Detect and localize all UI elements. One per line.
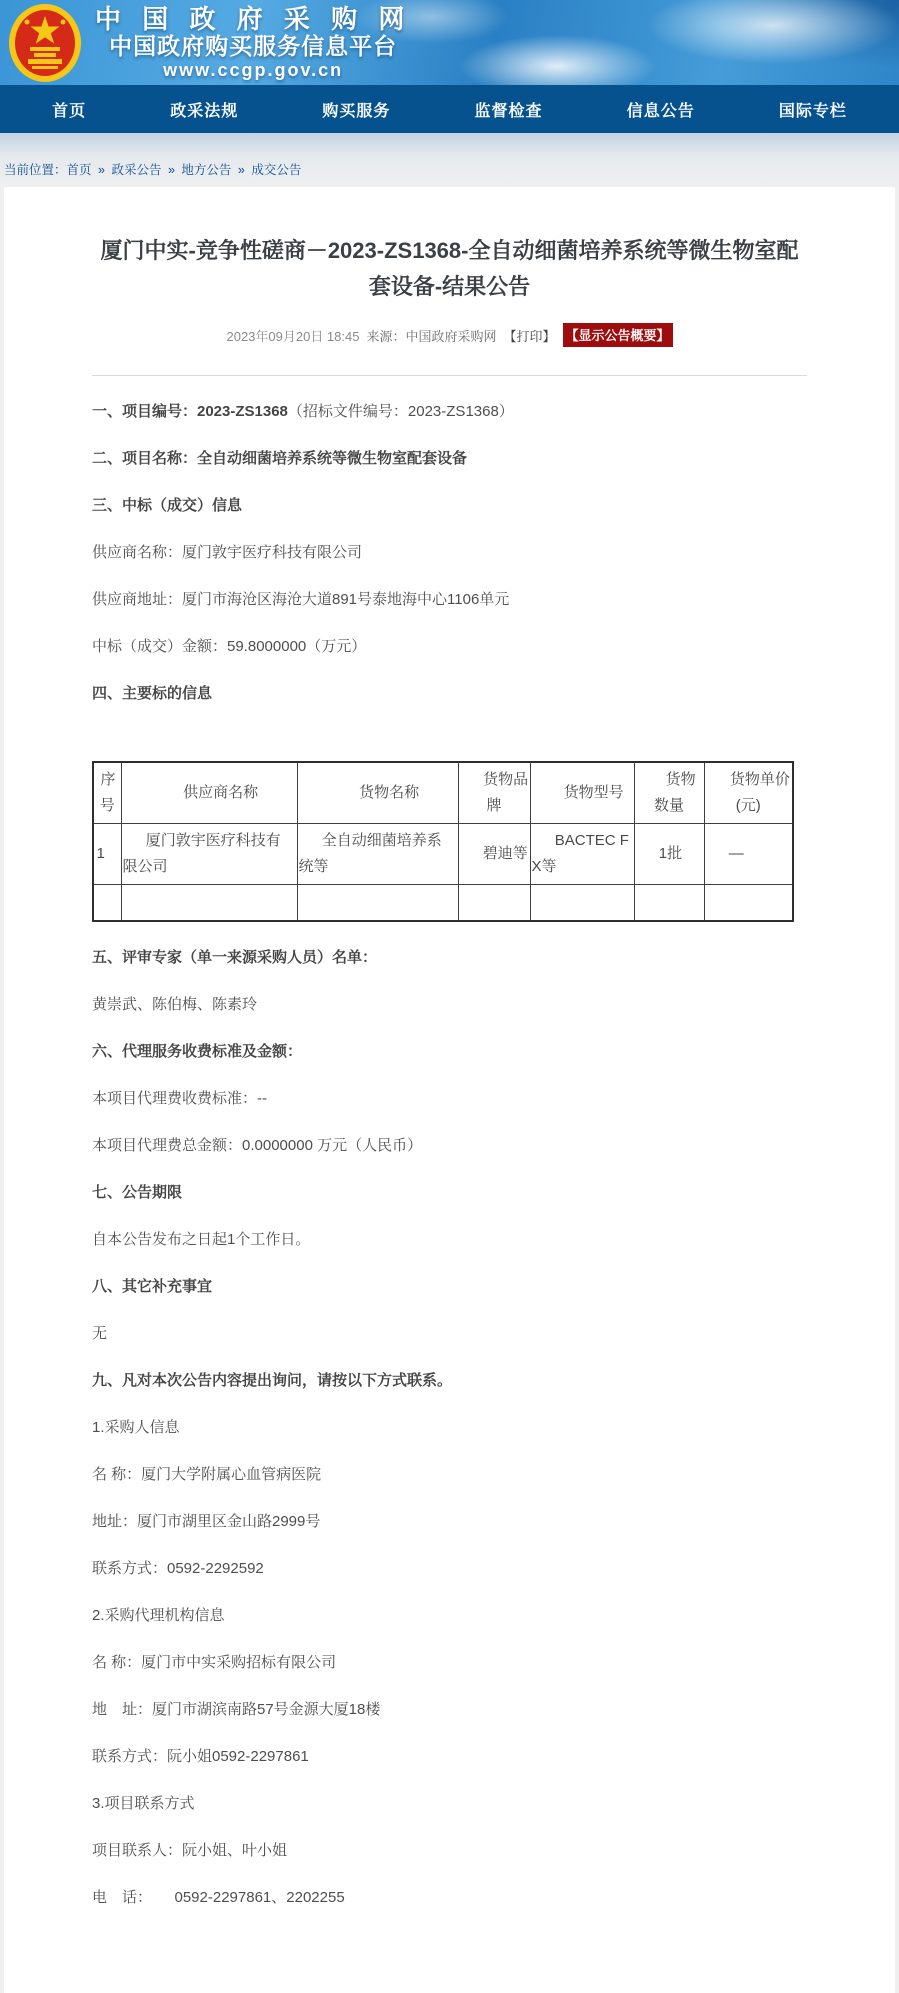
- cell-goods-unit-price: —: [704, 824, 793, 885]
- nav-item-international[interactable]: 国际专栏: [778, 102, 847, 120]
- para-experts-names: 黄崇武、陈伯梅、陈素玲: [92, 995, 258, 1013]
- site-header: [0, 0, 899, 85]
- nav-item-announcements[interactable]: 信息公告: [626, 102, 695, 120]
- breadcrumb-local-announcements[interactable]: 地方公告: [181, 163, 232, 177]
- col-serial: 序号: [93, 762, 121, 824]
- cell-serial: 1: [93, 824, 121, 885]
- breadcrumb-separator: »: [98, 163, 105, 177]
- nav-item-policy[interactable]: 政采法规: [170, 102, 239, 120]
- col-goods-name: 货物名称: [297, 762, 458, 824]
- para-period-text: 自本公告发布之日起1个工作日。: [92, 1230, 311, 1248]
- nav-item-home[interactable]: 首页: [52, 102, 87, 120]
- main-nav: [0, 85, 899, 133]
- divider: [92, 375, 807, 376]
- para-project-name: 二、项目名称：全自动细菌培养系统等微生物室配套设备: [92, 450, 468, 467]
- announcement-card: [4, 187, 895, 1993]
- breadcrumb: [4, 160, 301, 178]
- table-row: [93, 824, 793, 885]
- para-purchaser-info: 1.采购人信息: [92, 1418, 180, 1436]
- cell-supplier: 厦门敦宇医疗科技有限公司: [121, 824, 297, 885]
- article-meta: [92, 323, 807, 347]
- para-agency-fee-heading: 六、代理服务收费标准及金额：: [92, 1042, 303, 1060]
- para-supplier-address: 供应商地址：厦门市海沧区海沧大道891号泰地海中心1106单元: [92, 591, 510, 608]
- para-purchaser-name: 名 称：厦门大学附属心血管病医院: [92, 1465, 322, 1483]
- article-source: 来源：中国政府采购网: [366, 328, 497, 344]
- para-main-items-heading: 四、主要标的信息: [92, 685, 213, 702]
- cell-goods-qty: 1批: [634, 824, 704, 885]
- para-project-contact-person: 项目联系人：阮小姐、叶小姐: [92, 1841, 288, 1859]
- page-title: 厦门中实-竞争性磋商－2023-ZS1368-全自动细菌培养系统等微生物室配套设备-结果公告: [100, 238, 799, 299]
- col-supplier: 供应商名称: [121, 762, 297, 824]
- site-logo-text: [95, 5, 411, 81]
- publish-datetime: 2023年09月20日 18:45: [226, 328, 360, 344]
- cell-goods-name: 全自动细菌培养系统等: [297, 824, 458, 885]
- para-agency-fee-standard: 本项目代理费收费标准：--: [92, 1089, 267, 1107]
- para-other-text: 无: [92, 1324, 108, 1342]
- para-agency-name: 名 称：厦门市中实采购招标有限公司: [92, 1653, 337, 1671]
- nav-item-services[interactable]: 购买服务: [322, 102, 391, 120]
- para-other-heading: 八、其它补充事宜: [92, 1277, 213, 1295]
- para-supplier-name: 供应商名称：厦门敦宇医疗科技有限公司: [92, 544, 363, 561]
- para-agency-address: 地 址：厦门市湖滨南路57号金源大厦18楼: [92, 1700, 381, 1718]
- site-logo-link[interactable]: [8, 3, 411, 83]
- para-experts-heading: 五、评审专家（单一来源采购人员）名单：: [92, 948, 378, 966]
- para-period-heading: 七、公告期限: [92, 1183, 183, 1201]
- para-agency-fee-total: 本项目代理费总金额：0.0000000 万元（人民币）: [92, 1136, 423, 1154]
- col-goods-unit-price: 货物单价(元): [704, 762, 793, 824]
- bid-items-table: [92, 761, 794, 922]
- breadcrumb-label: 当前位置：: [4, 163, 67, 177]
- national-emblem-icon: [8, 3, 82, 83]
- para-purchaser-address: 地址：厦门市湖里区金山路2999号: [92, 1512, 321, 1530]
- site-subtitle: 中国政府购买服务信息平台: [109, 32, 398, 59]
- cell-goods-brand: 碧迪等: [458, 824, 530, 885]
- show-summary-button[interactable]: 【显示公告概要】: [563, 323, 673, 347]
- breadcrumb-strip: [0, 133, 899, 187]
- site-url: www.ccgp.gov.cn: [163, 59, 344, 80]
- para-purchaser-contact: 联系方式：0592-2292592: [92, 1559, 264, 1577]
- col-goods-brand: 货物品牌: [458, 762, 530, 824]
- breadcrumb-award-announcements[interactable]: 成交公告: [251, 163, 302, 177]
- nav-item-supervision[interactable]: 监督检查: [474, 102, 543, 120]
- para-agency-contact: 联系方式：阮小姐0592-2297861: [92, 1747, 309, 1765]
- breadcrumb-gov-announcements[interactable]: 政采公告: [111, 163, 162, 177]
- col-goods-qty: 货物数量: [634, 762, 704, 824]
- site-title: 中 国 政 府 采 购 网: [95, 3, 412, 34]
- col-goods-model: 货物型号: [530, 762, 634, 824]
- breadcrumb-separator: »: [237, 163, 245, 177]
- breadcrumb-separator: »: [167, 163, 175, 177]
- table-row-empty: [93, 885, 793, 921]
- cell-goods-model: BACTEC FX等: [530, 824, 634, 885]
- para-project-number: 一、项目编号：2023-ZS1368（招标文件编号：2023-ZS1368）: [92, 403, 514, 420]
- print-button[interactable]: 【打印】: [503, 328, 556, 344]
- para-project-contact-heading: 3.项目联系方式: [92, 1794, 195, 1812]
- para-contact-heading: 九、凡对本次公告内容提出询问，请按以下方式联系。: [92, 1371, 453, 1389]
- para-award-amount: 中标（成交）金额：59.8000000（万元）: [92, 638, 367, 655]
- para-agency-info: 2.采购代理机构信息: [92, 1606, 225, 1624]
- para-project-contact-phone: 电 话： 0592-2297861、2202255: [92, 1888, 345, 1906]
- para-award-info-heading: 三、中标（成交）信息: [92, 497, 243, 514]
- breadcrumb-home[interactable]: 首页: [66, 163, 92, 177]
- table-header-row: [93, 762, 793, 824]
